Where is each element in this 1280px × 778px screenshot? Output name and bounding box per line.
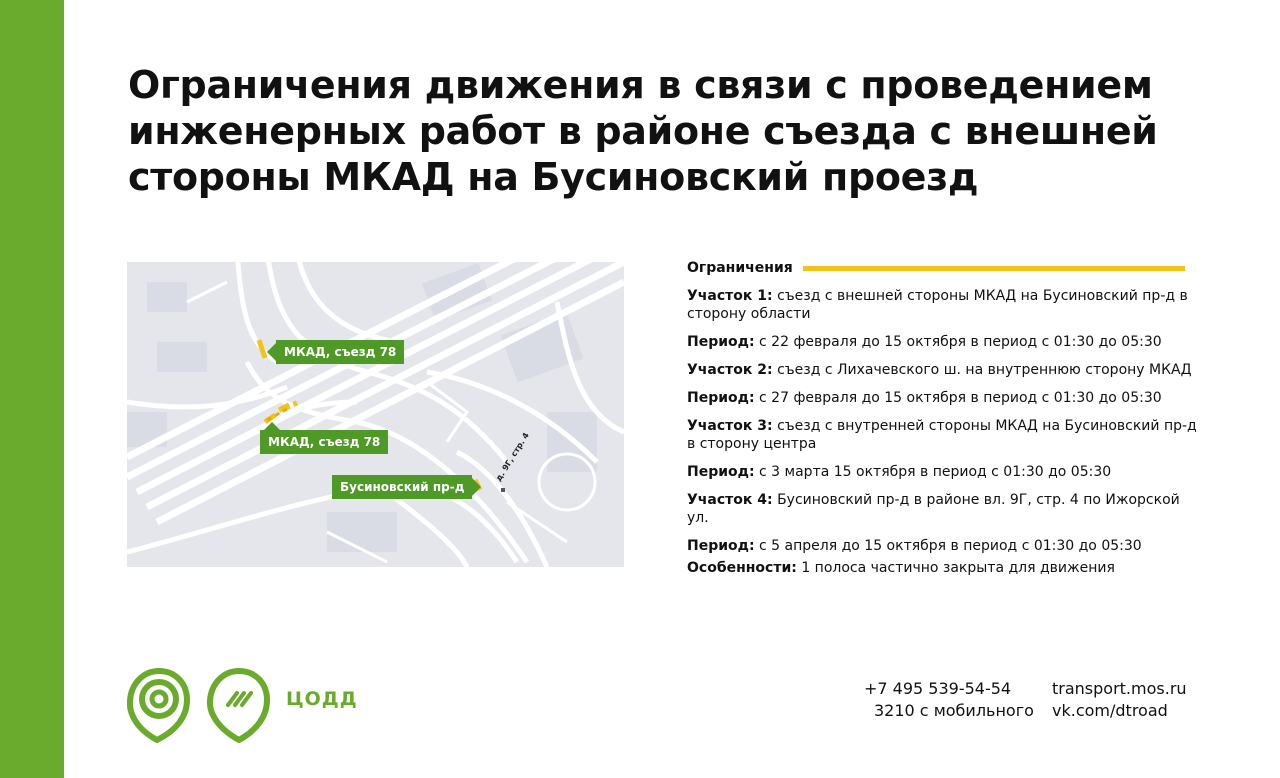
period-label: Период: [687, 464, 755, 480]
transport-logo-icon [130, 671, 187, 740]
brand-name: ЦОДД [286, 688, 358, 710]
map-label-building: д. 9Г, стр. 4 [494, 431, 531, 483]
period-label: Период: [687, 390, 755, 406]
section-text: съезд с внутренней стороны МКАД на Бусиновский пр-д в сторону центра [687, 418, 1197, 452]
heading-underline [803, 266, 1185, 271]
section-description [687, 361, 1197, 379]
section-description [687, 287, 1197, 323]
section-3 [687, 417, 1197, 481]
map-label-exit-mid [260, 430, 388, 454]
section-4 [687, 491, 1197, 577]
features-text: 1 полоса частично закрыта для движения [801, 560, 1115, 576]
section-text: съезд с внешней стороны МКАД на Бусиновский пр-д в сторону области [687, 288, 1188, 322]
period-label: Период: [687, 334, 755, 350]
section-label: Участок 2: [687, 362, 773, 378]
map-label-text: Бусиновский пр-д [340, 480, 465, 494]
title-line: стороны МКАД на Бусиновский проезд [128, 155, 979, 199]
section-text: Бусиновский пр-д в районе вл. 9Г, стр. 4 по Ижорской ул. [687, 492, 1180, 526]
section-label: Участок 1: [687, 288, 773, 304]
section-period [687, 463, 1197, 481]
road-map [127, 262, 624, 567]
section-period [687, 389, 1197, 407]
section-features [687, 559, 1197, 577]
restrictions-panel [687, 259, 1197, 587]
period-text: с 3 марта 15 октября в период с 01:30 до 05:30 [759, 464, 1112, 480]
section-period [687, 333, 1197, 351]
section-label: Участок 3: [687, 418, 773, 434]
map-label-text: МКАД, съезд 78 [284, 345, 397, 359]
section-text: съезд с Лихачевского ш. на внутреннюю сторону МКАД [777, 362, 1192, 378]
page-title [128, 62, 1228, 200]
section-description [687, 417, 1197, 453]
side-accent-bar [0, 0, 64, 778]
features-label: Особенности: [687, 560, 797, 576]
section-1 [687, 287, 1197, 351]
codd-logo-icon [210, 671, 267, 740]
map-label-exit-top [276, 340, 404, 364]
section-label: Участок 4: [687, 492, 773, 508]
map-label-text: МКАД, съезд 78 [268, 435, 381, 449]
website-link[interactable]: transport.mos.ru [1052, 679, 1187, 698]
logos [127, 668, 277, 744]
restrictions-header [687, 259, 1197, 277]
restrictions-heading: Ограничения [687, 260, 793, 276]
map-label-street [332, 475, 472, 499]
mobile-number: 3210 с мобильного [874, 701, 1034, 720]
map-drawing [127, 262, 624, 567]
period-text: с 27 февраля до 15 октября в период с 01:30 до 05:30 [759, 390, 1162, 406]
title-line: Ограничения движения в связи с проведением [128, 63, 1153, 107]
section-period [687, 537, 1197, 555]
period-text: с 5 апреля до 15 октября в период с 01:30 до 05:30 [759, 538, 1142, 554]
section-description [687, 491, 1197, 527]
period-label: Период: [687, 538, 755, 554]
title-line: инженерных работ в районе съезда с внешней [128, 109, 1158, 153]
vk-link[interactable]: vk.com/dtroad [1052, 701, 1168, 720]
phone-number[interactable]: +7 495 539-54-54 [864, 679, 1012, 698]
section-2 [687, 361, 1197, 407]
period-text: с 22 февраля до 15 октября в период с 01:30 до 05:30 [759, 334, 1162, 350]
